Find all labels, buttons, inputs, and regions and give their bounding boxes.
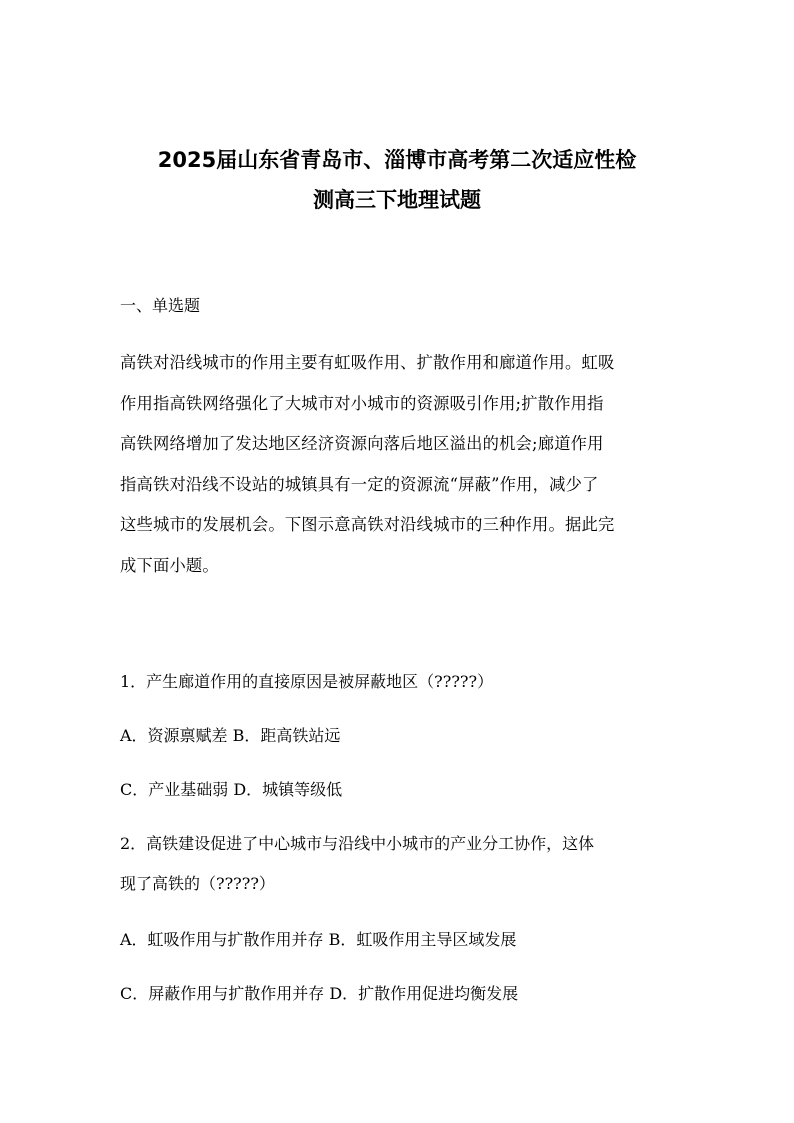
intro-line: 指高铁对沿线不设站的城镇具有一定的资源流“屏蔽”作用，减少了 — [120, 474, 599, 494]
title-line-2: 测高三下地理试题 — [313, 188, 481, 212]
intro-line: 这些城市的发展机会。下图示意高铁对沿线城市的三种作用。据此完 — [120, 515, 615, 535]
question-2-options-cd — [120, 974, 680, 1014]
intro-line: 高铁网络增加了发达地区经济资源向落后地区溢出的机会;廊道作用 — [120, 434, 604, 454]
question-intro-paragraph — [120, 343, 676, 587]
question-options-line: A．资源禀赋差 B．距高铁站远 — [120, 726, 341, 745]
question-stem-line: 现了高铁的（?????） — [120, 874, 275, 893]
question-1-options-ab — [120, 716, 680, 756]
intro-line: 高铁对沿线城市的作用主要有虹吸作用、扩散作用和廊道作用。虹吸 — [120, 353, 615, 372]
question-1-stem — [120, 662, 680, 702]
intro-line: 成下面小题。 — [120, 555, 219, 575]
intro-line: 作用指高铁网络强化了大城市对小城市的资源吸引作用;扩散作用指 — [120, 393, 604, 413]
question-options-line: C．产业基础弱 D．城镇等级低 — [120, 780, 343, 799]
question-options-line: A．虹吸作用与扩散作用并存 B．虹吸作用主导区域发展 — [120, 930, 517, 949]
question-stem-line: 2．高铁建设促进了中心城市与沿线中小城市的产业分工协作，这体 — [120, 834, 595, 853]
question-options-line: C．屏蔽作用与扩散作用并存 D．扩散作用促进均衡发展 — [120, 984, 519, 1003]
question-2-options-ab — [120, 920, 680, 960]
question-2-stem — [120, 824, 680, 904]
question-stem-line: 1．产生廊道作用的直接原因是被屏蔽地区（?????） — [120, 672, 494, 691]
title-line-1: 2025届山东省青岛市、淄博市高考第二次适应性检 — [157, 148, 637, 172]
document-title — [120, 140, 674, 220]
section-heading: 一、单选题 — [120, 296, 201, 315]
question-1-options-cd — [120, 770, 680, 810]
